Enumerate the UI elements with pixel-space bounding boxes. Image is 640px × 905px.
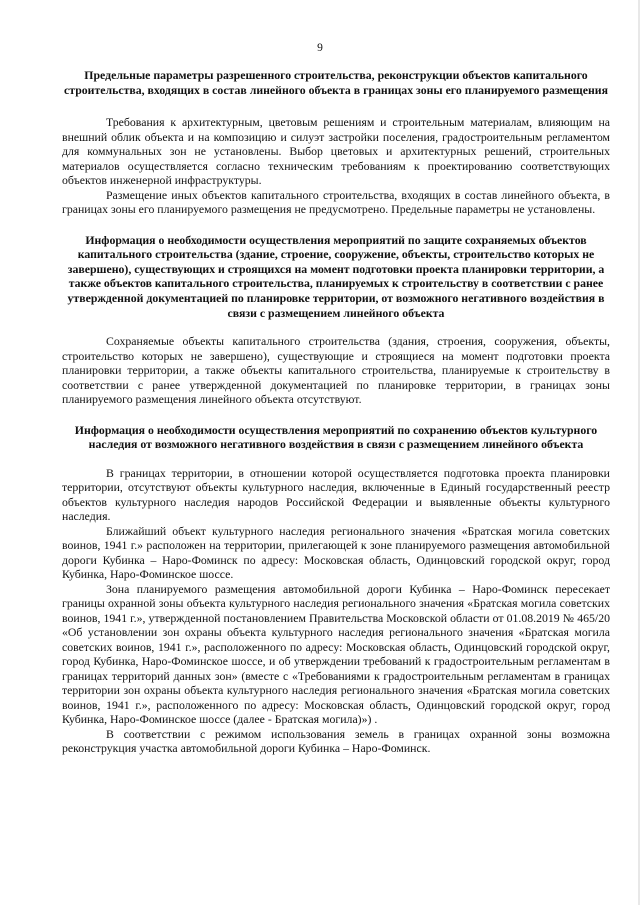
paragraph-architectural-requirements: Требования к архитектурным, цветовым решениям и строительным материалам, влияющим на внешний облик объекта и на композицию и силуэт застройки поселения, градостроительным регламентом для коммунальных зон не установлены. Выбор цветовых и архитектурных решений, строительных материалов осуществляется согласно техническим требованиям к проектированию соответствующих объектов инженерной инфраструктуры. [62, 115, 610, 188]
page-content [62, 68, 610, 756]
paragraph-no-heritage-objects: В границах территории, в отношении которой осуществляется подготовка проекта планировки территории, отсутствуют объекты культурного наследия, включенные в Единый государственный реестр объектов культурного наследия народов Российской Федерации и выявленные объекты культурного наследия. [62, 465, 610, 524]
page-number: 9 [317, 42, 323, 54]
paragraph-preserved-objects: Сохраняемые объекты капитального строительства (здания, строения, сооружения, объекты, строительство которых не завершено), существующие и строящиеся на момент подготовки проекта планировки территории, а также объекты капитального строительства, планируемые к строительству в соответствии с ранее утвержденной документацией по планировке территории, в границах зоны планируемого размещения линейного объекта отсутствуют. [62, 334, 610, 407]
paragraph-reconstruction-allowed: В соответствии с режимом использования земель в границах охранной зоны возможна реконструкция участка автомобильной дороги Кубинка – Наро-Фоминск. [62, 726, 610, 756]
paragraph-other-objects: Размещение иных объектов капитального строительства, входящих в состав линейного объекта, в границах зоны его планируемого размещения не предусмотрено. Предельные параметры не установлены. [62, 187, 610, 217]
section-heading-building-parameters: Предельные параметры разрешенного строительства, реконструкции объектов капитального строительства, входящих в состав линейного объекта в границах зоны его планируемого размещения [64, 68, 608, 97]
section-heading-protection-measures: Информация о необходимости осуществления мероприятий по защите сохраняемых объектов капитального строительства (здание, строение, сооружение, объекты, строительство которых не завершено), существующих и строящихся на момент подготовки проекта планировки территории, а также объектов капитального строительства, планируемых к строительству в соответствии с ранее утвержденной документацией по планировке территории, от возможного негативного воздействия в связи с размещением линейного объекта [67, 232, 605, 320]
paragraph-nearest-heritage-object: Ближайший объект культурного наследия регионального значения «Братская могила советских воинов, 1941 г.» расположен на территории, прилегающей к зоне планируемого размещения автомобильной дороги Кубинка – Наро-Фоминск по адресу: Московская область, Одинцовский городской округ, город Кубинка, Наро-Фоминское шоссе. [62, 523, 610, 582]
section-heading-cultural-heritage: Информация о необходимости осуществления мероприятий по сохранению объектов культурного наследия от возможного негативного воздействия в связи с размещением линейного объекта [74, 422, 598, 452]
paragraph-protection-zone: Зона планируемого размещения автомобильной дороги Кубинка – Наро-Фоминск пересекает границы охранной зоны объекта культурного наследия регионального значения «Братская могила советских воинов, 1941 г.», утвержденной постановлением Правительства Московской области от 01.08.2019 № 465/20 «Об установлении зон охраны объекта культурного наследия регионального значения «Братская могила советских воинов, 1941 г.», расположенного по адресу: Московская область, Одинцовский городской округ, город Кубинка, Наро-Фоминское шоссе, и об утверждении требований к градостроительным регламентам в границах территорий данных зон» (вместе с «Требованиями к градостроительным регламентам в границах территории зон охраны объекта культурного наследия регионального значения «Братская могила советских воинов, 1941 г.», расположенного по адресу: Московская область, Одинцовский городской округ, город Кубинка, Наро-Фоминское шоссе (далее - Братская могила)») . [62, 581, 610, 727]
